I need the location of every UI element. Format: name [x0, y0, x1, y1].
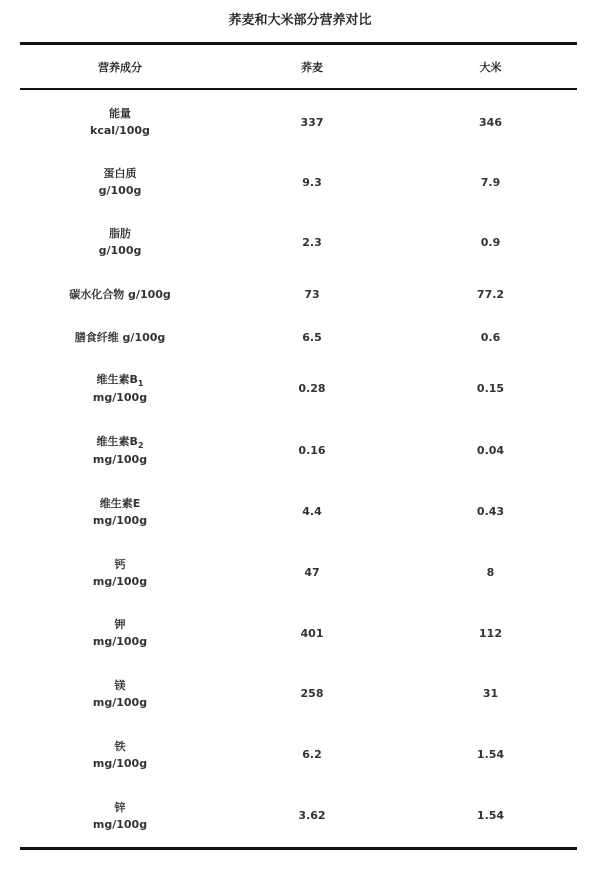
nutrient-unit: kcal/100g [90, 124, 150, 137]
rice-value: 0.9 [480, 235, 501, 249]
nutrient-cell [20, 371, 220, 406]
table-body [20, 92, 577, 846]
buckwheat-value: 258 [300, 687, 324, 700]
nutrient-name-text: 维生素E [99, 496, 141, 510]
rice-value: 346 [479, 115, 502, 129]
nutrient-cell [20, 433, 220, 468]
rice-value: 0.04 [476, 443, 505, 457]
table-row [20, 785, 577, 846]
table-row [20, 724, 577, 785]
nutrient-name [97, 433, 144, 451]
nutrient-name-text: 碳水化合物 g/100g [69, 288, 171, 301]
nutrient-cell [20, 616, 220, 650]
nutrient-name [69, 286, 171, 303]
nutrient-unit: mg/100g [92, 817, 148, 831]
nutrient-name [109, 225, 131, 242]
rice-value: 1.54 [476, 748, 505, 761]
nutrient-name [115, 738, 126, 755]
nutrient-unit: mg/100g [92, 513, 148, 527]
table-row [20, 419, 577, 481]
rice-value: 31 [482, 687, 499, 700]
table-row [20, 358, 577, 419]
buckwheat-value: 2.3 [302, 235, 322, 249]
nutrient-unit: mg/100g [92, 635, 148, 648]
rice-value: 0.43 [476, 505, 505, 518]
buckwheat-value: 47 [304, 566, 320, 579]
nutrient-cell [20, 105, 220, 139]
nutrient-cell [20, 165, 220, 199]
header-nutrient: 营养成分 [98, 60, 142, 74]
nutrient-cell [20, 738, 220, 772]
buckwheat-value: 73 [304, 288, 320, 301]
nutrient-cell [20, 677, 220, 711]
nutrient-name [115, 799, 126, 816]
buckwheat-value: 4.4 [302, 505, 322, 518]
table-row [20, 317, 577, 358]
nutrient-subscript: 1 [137, 379, 144, 388]
buckwheat-value: 337 [300, 115, 324, 129]
nutrient-name-text: 维生素B [96, 373, 138, 386]
nutrient-cell [20, 495, 220, 529]
buckwheat-value: 3.62 [298, 809, 326, 822]
table-header [20, 45, 577, 88]
nutrient-cell [20, 556, 220, 590]
rice-value: 1.54 [476, 809, 505, 822]
nutrient-name [115, 677, 126, 694]
nutrient-unit: g/100g [98, 184, 142, 197]
nutrient-name-text: 维生素B [96, 434, 138, 448]
nutrient-cell [20, 225, 220, 259]
nutrient-name-text: 钙 [114, 557, 126, 571]
table-row [20, 481, 577, 542]
nutrient-unit: g/100g [98, 244, 142, 257]
nutrient-cell [20, 329, 220, 346]
table-row [20, 152, 577, 212]
rice-value: 77.2 [476, 288, 505, 301]
rice-value: 8 [486, 566, 495, 579]
table-title: 荞麦和大米部分营养对比 [228, 13, 372, 28]
nutrient-name [75, 329, 166, 346]
nutrient-unit: mg/100g [92, 452, 148, 466]
nutrient-name-text: 钾 [114, 618, 126, 631]
rice-value: 7.9 [480, 175, 501, 189]
nutrient-name [115, 616, 126, 633]
rice-value: 0.15 [476, 382, 505, 395]
header-rice: 大米 [479, 60, 502, 74]
nutrient-name-text: 蛋白质 [103, 167, 137, 180]
nutrient-name [100, 495, 141, 512]
buckwheat-value: 0.28 [298, 382, 326, 395]
buckwheat-value: 6.2 [302, 748, 322, 761]
nutrient-name-text: 铁 [114, 739, 126, 753]
nutrient-unit: mg/100g [92, 695, 148, 709]
nutrient-name-text: 镁 [114, 678, 126, 692]
nutrient-name [97, 371, 144, 389]
buckwheat-value: 6.5 [302, 331, 322, 344]
bottom-rule [20, 847, 577, 850]
rice-value: 112 [479, 626, 502, 640]
buckwheat-value: 0.16 [298, 443, 326, 457]
table-row [20, 542, 577, 603]
buckwheat-value: 9.3 [302, 175, 322, 189]
header-buckwheat: 荞麦 [301, 60, 323, 74]
buckwheat-value: 401 [300, 626, 324, 640]
rice-value: 0.6 [480, 331, 501, 344]
nutrient-unit: mg/100g [92, 391, 148, 404]
table-row [20, 272, 577, 317]
nutrient-name-text: 能量 [109, 107, 131, 120]
nutrient-name-text: 膳食纤维 g/100g [74, 331, 166, 344]
nutrient-unit: mg/100g [92, 574, 148, 588]
table-row [20, 92, 577, 152]
table-row [20, 212, 577, 272]
nutrient-name [109, 105, 131, 122]
header-rule [20, 88, 577, 90]
table-row [20, 663, 577, 724]
nutrient-name-text: 锌 [114, 800, 126, 814]
nutrient-cell [20, 799, 220, 833]
nutrient-cell [20, 286, 220, 303]
nutrient-unit: mg/100g [92, 756, 148, 770]
nutrient-name-text: 脂肪 [109, 227, 131, 240]
nutrient-name [104, 165, 137, 182]
table-row [20, 603, 577, 663]
nutrient-name [115, 556, 126, 573]
nutrient-subscript: 2 [137, 440, 144, 450]
